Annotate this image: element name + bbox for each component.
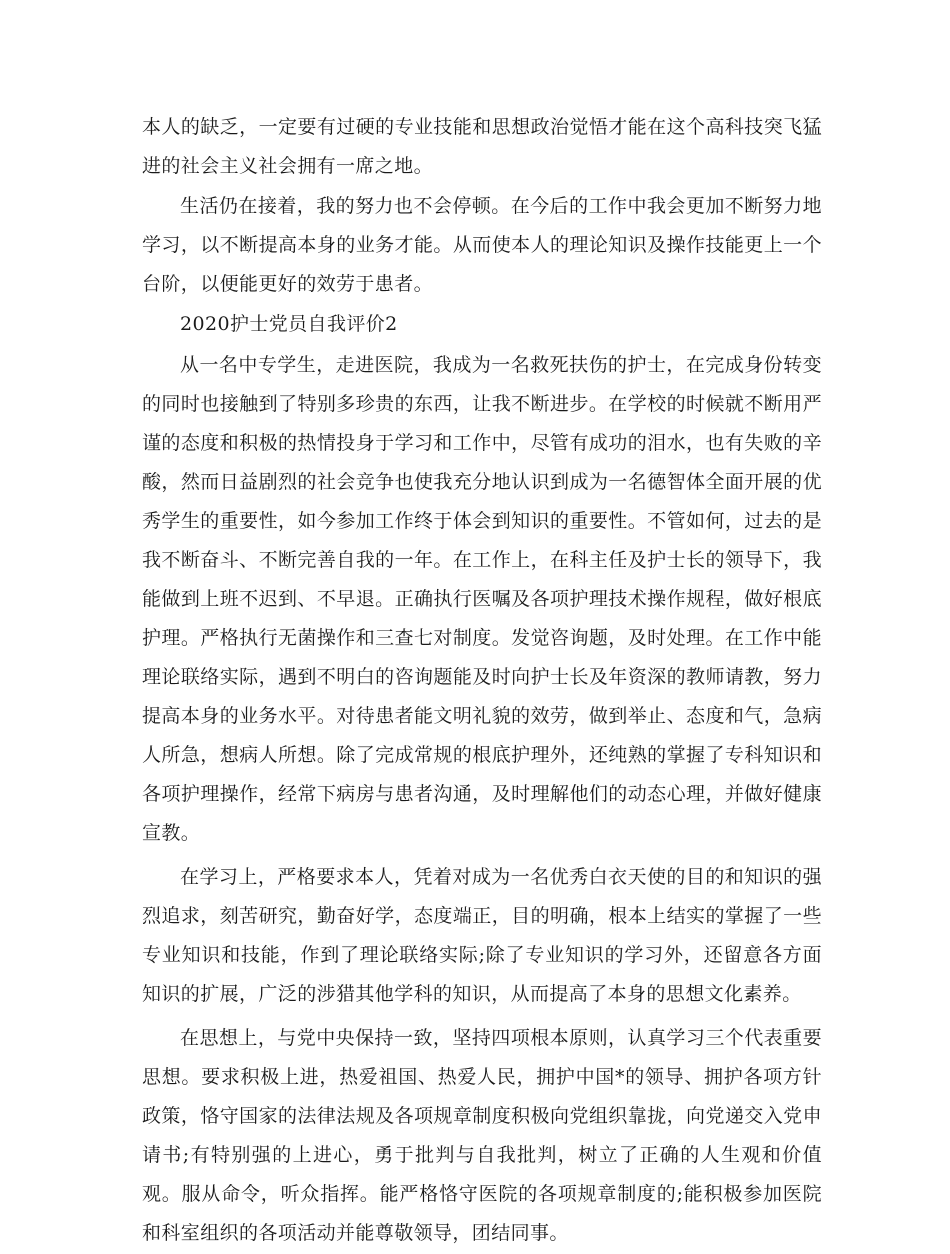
paragraph-2: 生活仍在接着，我的努力也不会停顿。在今后的工作中我会更加不断努力地学习，以不断提高本身的业务才能。从而使本人的理论知识及操作技能更上一个台阶，以便能更好的效劳于患者。 (142, 195, 822, 296)
paragraph-5: 在思想上，与党中央保持一致，坚持四项根本原则，认真学习三个代表重要思想。要求积极上进，热爱祖国、热爱人民，拥护中国*的领导、拥护各项方针政策，恪守国家的法律法规及各项规章制度积极向党组织靠拢，向党递交入党申请书;有特别强的上进心，勇于批判与自我批判，树立了正确的人生观和价值观。服从命令，听众指挥。能严格恪守医院的各项规章制度的;能积极参加医院和科室组织的各项活动并能尊敬领导，团结同事。 (142, 1026, 822, 1244)
paragraph-1: 本人的缺乏，一定要有过硬的专业技能和思想政治觉悟才能在这个高科技突飞猛进的社会主义社会拥有一席之地。 (142, 116, 822, 177)
paragraph-3: 从一名中专学生，走进医院，我成为一名救死扶伤的护士，在完成身份转变的同时也接触到了特别多珍贵的东西，让我不断进步。在学校的时候就不断用严谨的态度和积极的热情投身于学习和工作中，尽管有成功的泪水，也有失败的辛酸，然而日益剧烈的社会竞争也使我充分地认识到成为一名德智体全面开展的优秀学生的重要性，如今参加工作终于体会到知识的重要性。不管如何，过去的是我不断奋斗、不断完善自我的一年。在工作上，在科主任及护士长的领导下，我能做到上班不迟到、不早退。正确执行医嘱及各项护理技术操作规程，做好根底护理。严格执行无菌操作和三查七对制度。发觉咨询题，及时处理。在工作中能理论联络实际，遇到不明白的咨询题能及时向护士长及年资深的教师请教，努力提高本身的业务水平。对待患者能文明礼貌的效劳，做到举止、态度和气，急病人所急，想病人所想。除了完成常规的根底护理外，还纯熟的掌握了专科知识和各项护理操作，经常下病房与患者沟通，及时理解他们的动态心理，并做好健康宣教。 (142, 353, 822, 844)
paragraph-4: 在学习上，严格要求本人，凭着对成为一名优秀白衣天使的目的和知识的强烈追求，刻苦研究，勤奋好学，态度端正，目的明确，根本上结实的掌握了一些专业知识和技能，作到了理论联络实际;除了专业知识的学习外，还留意各方面知识的扩展，广泛的涉猎其他学科的知识，从而提高了本身的思想文化素养。 (142, 865, 822, 1005)
document-body (142, 108, 822, 1254)
section-heading: 2020护士党员自我评价2 (180, 313, 398, 336)
